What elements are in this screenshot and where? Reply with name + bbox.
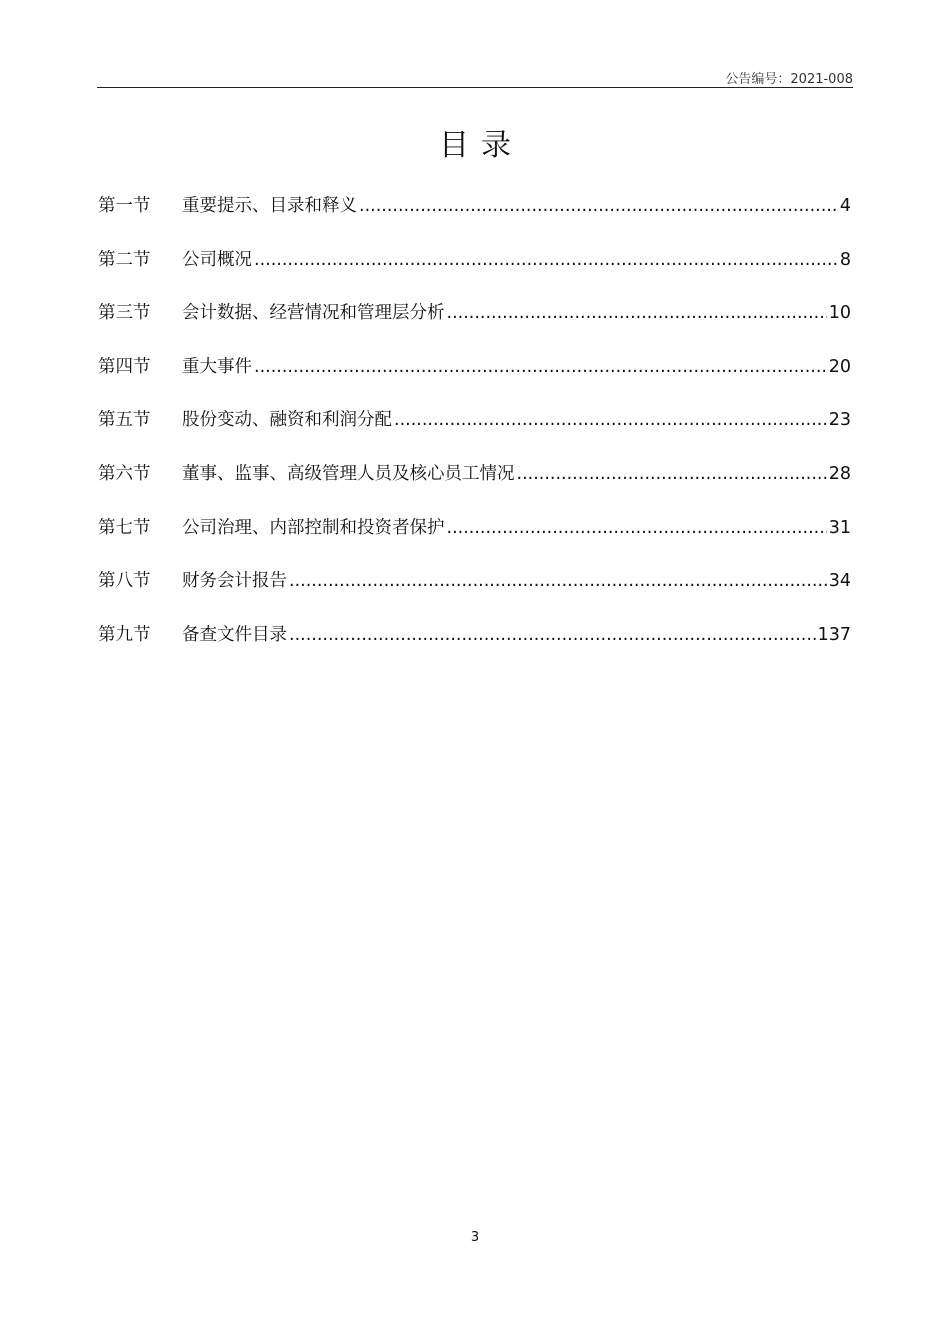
toc-section-number: 第六节: [98, 463, 151, 484]
toc-entry[interactable]: [98, 246, 851, 300]
page-number: 3: [470, 1230, 480, 1245]
toc-dot-leader: [447, 518, 827, 538]
toc-dot-leader: [289, 625, 816, 645]
toc-page-number: 34: [828, 571, 851, 592]
toc-dot-leader: [254, 357, 827, 377]
toc-section-title: 股份变动、融资和利润分配: [182, 410, 392, 431]
toc-section-number: 第一节: [98, 196, 151, 216]
toc-entry[interactable]: [98, 621, 851, 675]
toc-page-number: 20: [828, 356, 851, 377]
toc-entry[interactable]: [98, 299, 851, 353]
toc-section-number: 第九节: [98, 624, 151, 645]
toc-dot-leader: [289, 571, 827, 591]
toc-page-number: 10: [828, 303, 851, 324]
page-title: 目录: [439, 128, 523, 163]
table-of-contents: [98, 192, 851, 674]
toc-section-number: 第七节: [98, 517, 151, 538]
toc-section-title: 会计数据、经营情况和管理层分析: [182, 303, 445, 324]
toc-section-number: 第八节: [98, 571, 151, 592]
toc-page-number: 28: [828, 463, 851, 484]
toc-entry[interactable]: [98, 460, 851, 514]
toc-section-title: 备查文件目录: [182, 624, 287, 645]
toc-section-number: 第三节: [98, 303, 151, 324]
toc-section-number: 第二节: [98, 249, 151, 270]
toc-page-number: 4: [839, 196, 851, 216]
toc-page-number: 8: [839, 249, 851, 270]
toc-page-number: 23: [828, 410, 851, 431]
toc-section-title: 财务会计报告: [182, 571, 287, 592]
toc-section-title: 公司治理、内部控制和投资者保护: [182, 517, 445, 538]
toc-entry[interactable]: [98, 567, 851, 621]
toc-entry[interactable]: [98, 514, 851, 568]
announcement-code: 公告编号：2021-008: [725, 72, 853, 87]
toc-section-number: 第五节: [98, 410, 151, 431]
header-divider: [97, 87, 853, 88]
toc-section-number: 第四节: [98, 356, 151, 377]
toc-dot-leader: [517, 464, 827, 484]
toc-entry[interactable]: [98, 192, 851, 246]
toc-section-title: 公司概况: [182, 249, 252, 270]
toc-section-title: 董事、监事、高级管理人员及核心员工情况: [182, 463, 515, 484]
toc-section-title: 重要提示、目录和释义: [182, 196, 357, 216]
toc-dot-leader: [359, 196, 838, 216]
toc-dot-leader: [254, 250, 838, 270]
toc-page-number: 137: [817, 624, 851, 645]
toc-section-title: 重大事件: [182, 356, 252, 377]
toc-page-number: 31: [828, 517, 851, 538]
toc-dot-leader: [447, 303, 827, 323]
toc-entry[interactable]: [98, 353, 851, 407]
toc-entry[interactable]: [98, 406, 851, 460]
toc-dot-leader: [394, 410, 827, 430]
